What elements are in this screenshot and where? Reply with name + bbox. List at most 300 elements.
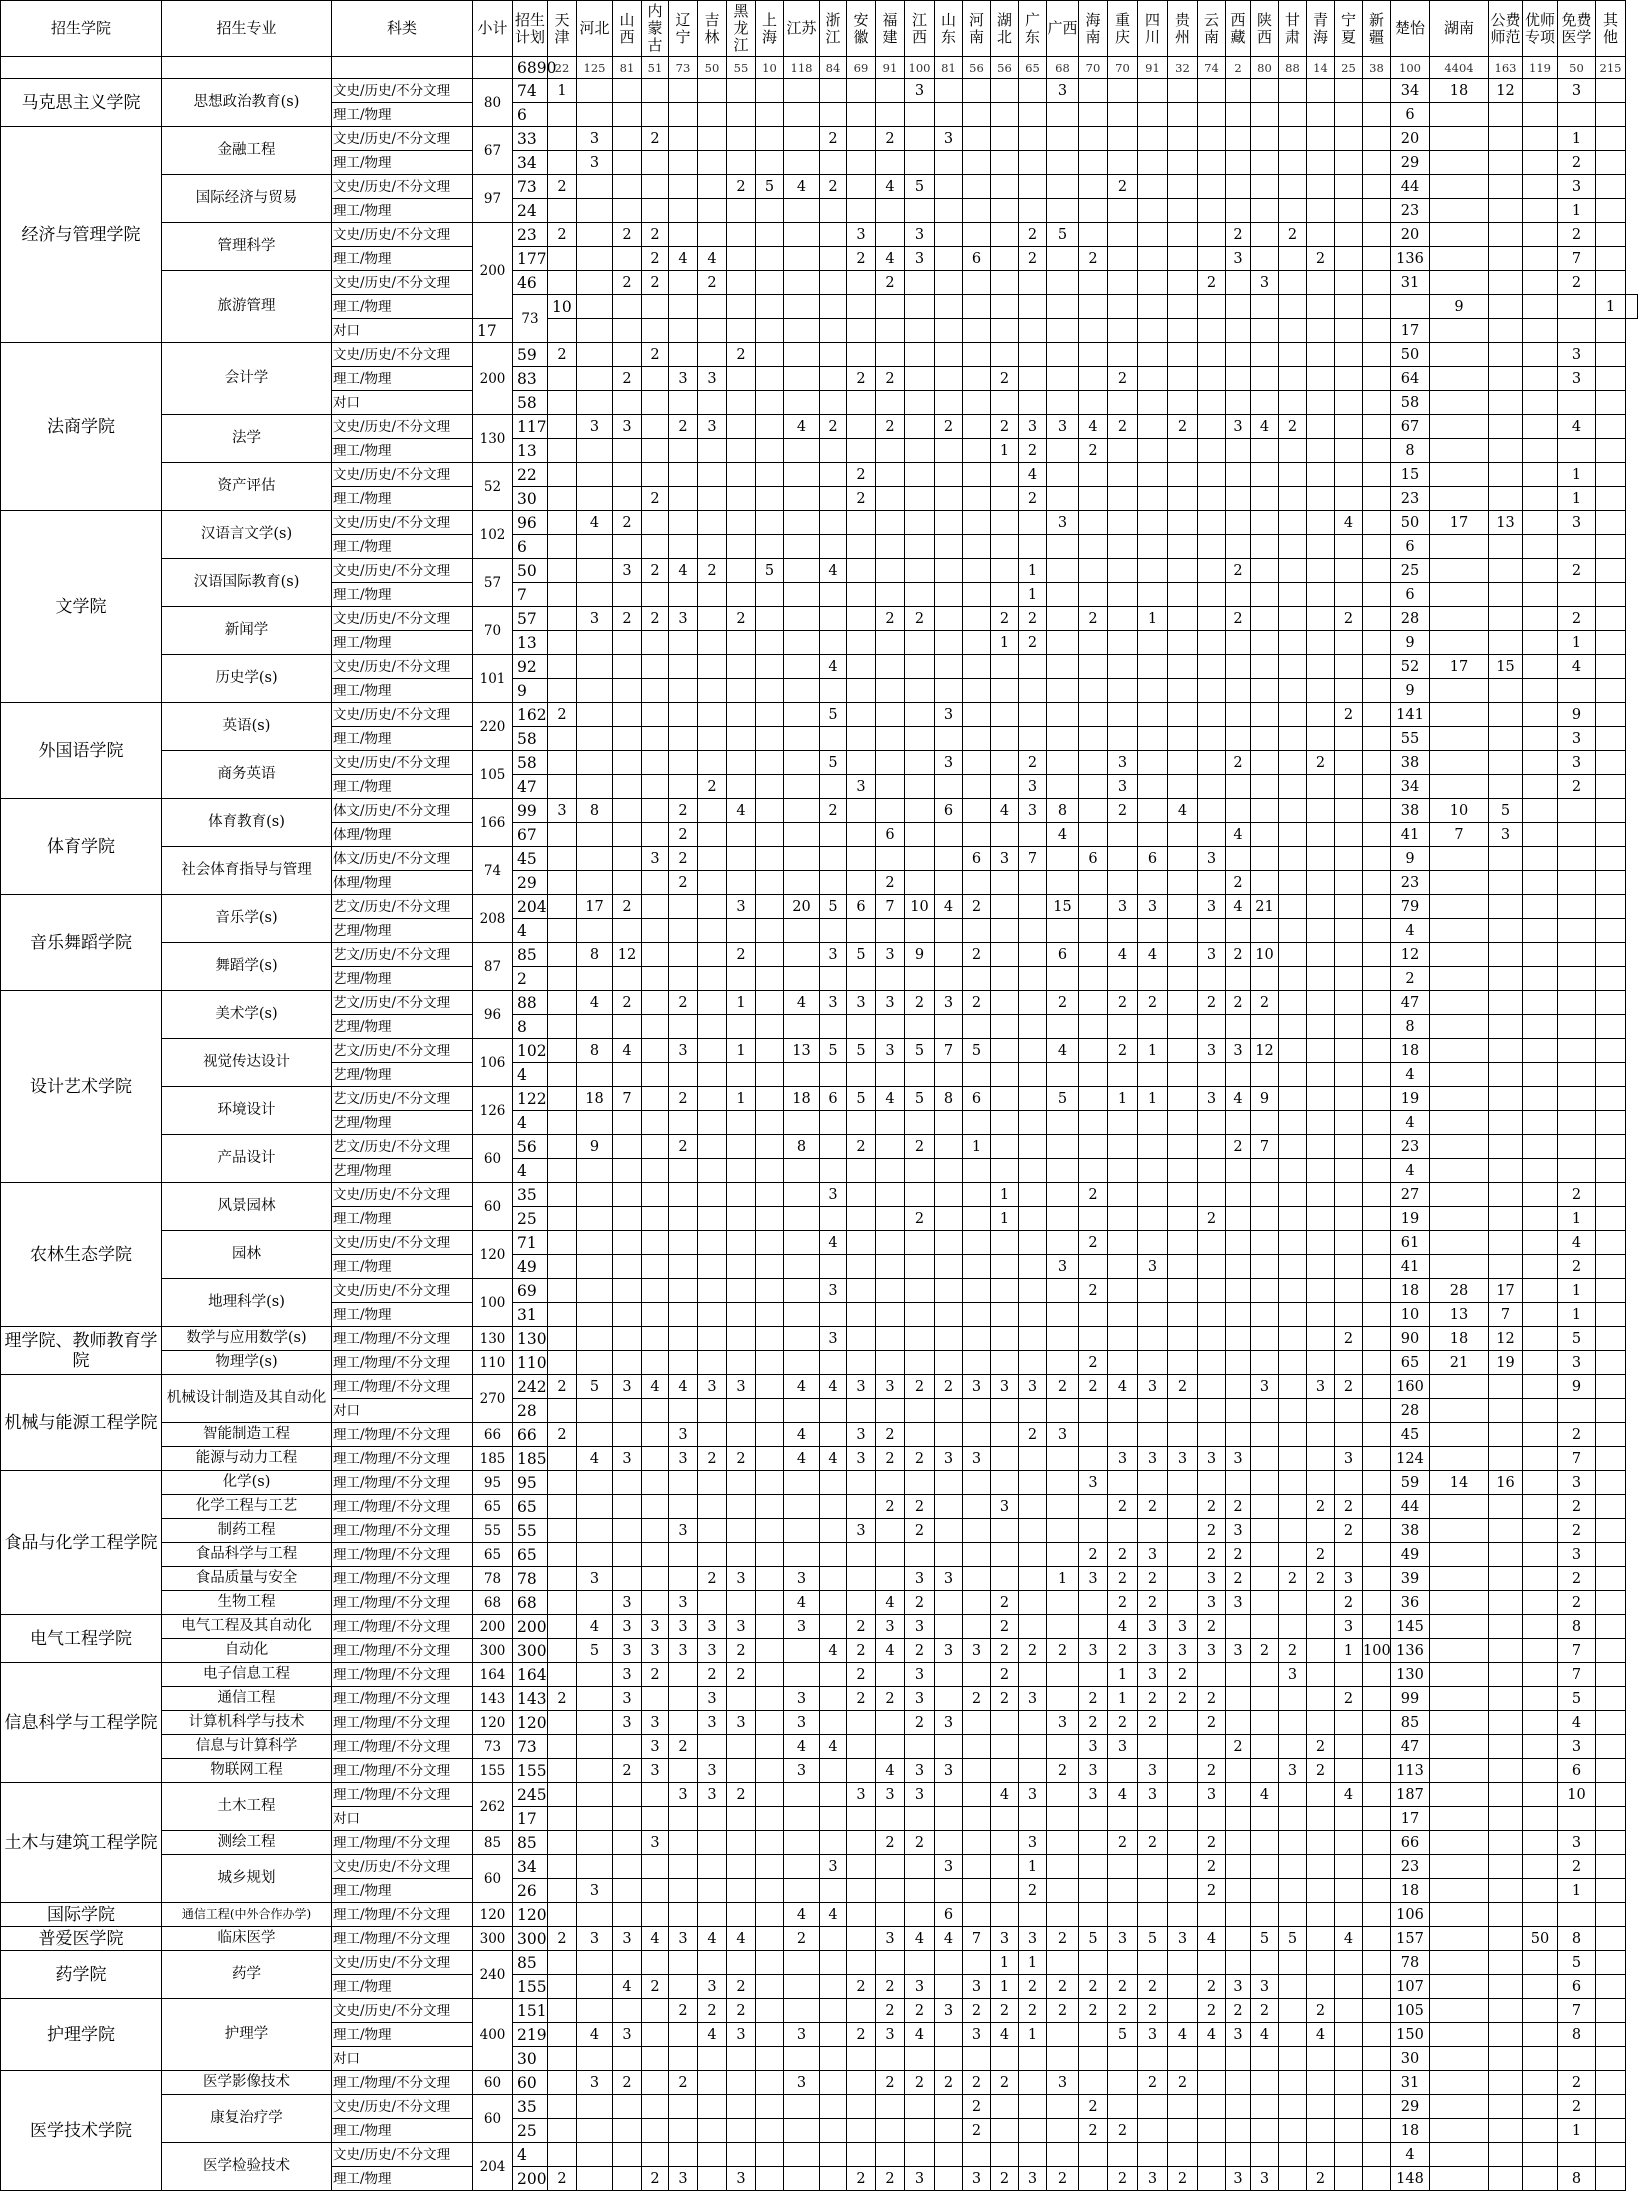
quota-cell: 2 xyxy=(1226,1495,1251,1519)
quota-cell: 148 xyxy=(1391,2167,1430,2191)
quota-cell-empty xyxy=(1198,319,1226,343)
quota-cell-empty xyxy=(669,919,698,943)
table-row xyxy=(1,1951,1638,1975)
quota-cell-empty xyxy=(1335,175,1363,199)
quota-cell-empty xyxy=(847,1927,876,1951)
quota-cell: 18 xyxy=(1391,1879,1430,1903)
quota-cell-empty xyxy=(1226,151,1251,175)
quota-cell-empty xyxy=(1047,679,1079,703)
quota-cell-empty xyxy=(1047,247,1079,271)
quota-cell-empty xyxy=(1430,1111,1489,1135)
quota-cell-empty xyxy=(1251,1159,1279,1183)
quota-cell-empty xyxy=(613,127,642,151)
subtotal-cell: 120 xyxy=(473,1903,513,1927)
quota-cell-empty xyxy=(1307,1855,1335,1879)
quota-cell: 1 xyxy=(1558,631,1596,655)
header-cell: 楚怡 xyxy=(1391,1,1430,57)
quota-cell-empty xyxy=(1489,1975,1523,1999)
quota-cell-empty xyxy=(756,247,784,271)
quota-cell-empty xyxy=(1596,967,1626,991)
quota-cell-empty xyxy=(642,871,669,895)
quota-cell-empty xyxy=(1596,607,1626,631)
quota-cell-empty xyxy=(1596,1207,1626,1231)
category-cell: 文史/历史/不分文理 xyxy=(332,751,473,775)
quota-cell-empty xyxy=(876,319,905,343)
quota-cell-empty xyxy=(669,679,698,703)
quota-cell-empty xyxy=(1523,367,1558,391)
quota-cell-empty xyxy=(1307,1975,1335,1999)
subtotal-cell: 65 xyxy=(473,1543,513,1567)
quota-cell: 3 xyxy=(669,1591,698,1615)
quota-cell: 3 xyxy=(1226,1447,1251,1471)
quota-cell-empty xyxy=(784,2119,820,2143)
quota-cell-empty xyxy=(669,1399,698,1423)
quota-cell-empty xyxy=(613,847,642,871)
quota-cell-empty xyxy=(698,319,727,343)
quota-cell-empty xyxy=(577,1663,613,1687)
quota-cell: 10 xyxy=(1558,1783,1596,1807)
quota-cell-empty xyxy=(1523,1903,1558,1927)
category-cell: 文史/历史/不分文理 xyxy=(332,1999,473,2023)
quota-cell: 34 xyxy=(1391,775,1430,799)
quota-cell-empty xyxy=(698,439,727,463)
quota-cell: 4 xyxy=(1251,2023,1279,2047)
quota-cell-empty xyxy=(642,2119,669,2143)
quota-cell-empty xyxy=(784,2047,820,2071)
quota-cell-empty xyxy=(577,1423,613,1447)
quota-cell-empty xyxy=(577,1279,613,1303)
subtotal-cell: 204 xyxy=(473,2143,513,2191)
quota-cell: 79 xyxy=(1391,895,1430,919)
quota-cell: 8 xyxy=(577,799,613,823)
quota-cell-empty xyxy=(1138,535,1168,559)
quota-cell-empty xyxy=(1108,247,1138,271)
quota-cell-empty xyxy=(905,631,935,655)
quota-cell-empty xyxy=(1251,343,1279,367)
quota-cell-empty xyxy=(1079,223,1108,247)
quota-cell-empty xyxy=(1108,1951,1138,1975)
quota-cell-empty xyxy=(1335,103,1363,127)
quota-cell-empty xyxy=(847,679,876,703)
quota-cell-empty xyxy=(1523,679,1558,703)
quota-cell-empty xyxy=(820,823,847,847)
quota-cell-empty xyxy=(548,319,577,343)
quota-cell-empty xyxy=(613,319,642,343)
quota-cell-empty xyxy=(847,295,876,319)
quota-cell-empty xyxy=(1198,79,1226,103)
quota-cell-empty xyxy=(1198,1903,1226,1927)
quota-cell-empty xyxy=(577,1687,613,1711)
quota-cell-empty xyxy=(1363,943,1391,967)
quota-cell-empty xyxy=(1596,1975,1626,1999)
quota-cell: 4 xyxy=(642,1375,669,1399)
total-cell: 56 xyxy=(963,57,991,79)
quota-cell: 2 xyxy=(1558,1591,1596,1615)
quota-cell-empty xyxy=(1047,727,1079,751)
quota-cell-empty xyxy=(1138,223,1168,247)
quota-cell: 1 xyxy=(991,1183,1019,1207)
quota-cell-empty xyxy=(963,1543,991,1567)
plan-cell: 200 xyxy=(513,1615,548,1639)
quota-cell-empty xyxy=(642,1327,669,1351)
quota-cell-empty xyxy=(698,223,727,247)
quota-cell-empty xyxy=(756,1831,784,1855)
quota-cell-empty xyxy=(1596,1567,1626,1591)
quota-cell-empty xyxy=(1523,823,1558,847)
quota-cell-empty xyxy=(548,271,577,295)
subtotal-cell: 65 xyxy=(473,1495,513,1519)
quota-cell-empty xyxy=(935,607,963,631)
subtotal-cell: 130 xyxy=(473,1327,513,1351)
major-cell: 自动化 xyxy=(162,1639,332,1663)
quota-cell-empty xyxy=(905,1855,935,1879)
quota-cell-empty xyxy=(991,247,1019,271)
quota-cell-empty xyxy=(1279,1831,1307,1855)
subtotal-cell: 97 xyxy=(473,175,513,223)
quota-cell-empty xyxy=(756,1519,784,1543)
quota-cell-empty xyxy=(1430,103,1489,127)
quota-cell-empty xyxy=(935,967,963,991)
quota-cell-empty xyxy=(1251,487,1279,511)
quota-cell-empty xyxy=(727,223,756,247)
major-cell: 信息与计算科学 xyxy=(162,1735,332,1759)
quota-cell-empty xyxy=(698,487,727,511)
table-row xyxy=(1,991,1638,1015)
quota-cell: 3 xyxy=(876,1375,905,1399)
quota-cell-empty xyxy=(1138,775,1168,799)
quota-cell-empty xyxy=(1335,1735,1363,1759)
plan-cell: 28 xyxy=(513,1399,548,1423)
quota-cell-empty xyxy=(963,1207,991,1231)
quota-cell-empty xyxy=(1307,679,1335,703)
quota-cell: 9 xyxy=(1251,1087,1279,1111)
quota-cell: 3 xyxy=(847,775,876,799)
quota-cell: 50 xyxy=(1391,343,1430,367)
quota-cell-empty xyxy=(698,727,727,751)
quota-cell-empty xyxy=(784,463,820,487)
quota-cell-empty xyxy=(876,919,905,943)
quota-cell-empty xyxy=(784,751,820,775)
quota-cell-empty xyxy=(577,1735,613,1759)
quota-cell-empty xyxy=(1168,655,1198,679)
quota-cell-empty xyxy=(963,1111,991,1135)
quota-cell-empty xyxy=(1226,679,1251,703)
total-cell: 70 xyxy=(1079,57,1108,79)
category-cell: 理工/物理 xyxy=(332,367,473,391)
quota-cell: 3 xyxy=(1019,1375,1047,1399)
quota-cell-empty xyxy=(613,1399,642,1423)
quota-cell: 3 xyxy=(669,1423,698,1447)
quota-cell: 2 xyxy=(905,1447,935,1471)
quota-cell-empty xyxy=(1108,1111,1138,1135)
quota-cell-empty xyxy=(1047,1471,1079,1495)
quota-cell-empty xyxy=(1523,223,1558,247)
quota-cell-empty xyxy=(577,1495,613,1519)
quota-cell-empty xyxy=(820,319,847,343)
quota-cell-empty xyxy=(1489,1231,1523,1255)
quota-cell-empty xyxy=(1307,583,1335,607)
quota-cell-empty xyxy=(1558,943,1596,967)
quota-cell: 2 xyxy=(1307,2167,1335,2191)
total-cell: 50 xyxy=(698,57,727,79)
quota-cell-empty xyxy=(548,1279,577,1303)
quota-cell-empty xyxy=(756,1063,784,1087)
quota-cell-empty xyxy=(548,943,577,967)
quota-cell-empty xyxy=(991,1159,1019,1183)
quota-cell-empty xyxy=(1198,343,1226,367)
quota-cell-empty xyxy=(727,127,756,151)
quota-cell-empty xyxy=(820,247,847,271)
quota-cell-empty xyxy=(991,535,1019,559)
quota-cell-empty xyxy=(727,919,756,943)
quota-cell-empty xyxy=(727,1759,756,1783)
quota-cell-empty xyxy=(577,559,613,583)
quota-cell: 4 xyxy=(991,1783,1019,1807)
subtotal-cell: 262 xyxy=(473,1783,513,1831)
category-cell: 理工/物理 xyxy=(332,1255,473,1279)
quota-cell: 2 xyxy=(820,799,847,823)
quota-cell-empty xyxy=(1138,1279,1168,1303)
quota-cell: 5 xyxy=(1138,1927,1168,1951)
quota-cell-empty xyxy=(1558,1039,1596,1063)
quota-cell-empty xyxy=(1226,1759,1251,1783)
major-cell: 数学与应用数学(s) xyxy=(162,1327,332,1351)
major-cell: 能源与动力工程 xyxy=(162,1447,332,1471)
quota-cell-empty xyxy=(1596,1039,1626,1063)
quota-cell-empty xyxy=(1047,871,1079,895)
quota-cell-empty xyxy=(1523,343,1558,367)
quota-cell-empty xyxy=(1596,1351,1626,1375)
quota-cell-empty xyxy=(1108,1855,1138,1879)
table-row xyxy=(1,175,1638,199)
quota-cell-empty xyxy=(669,751,698,775)
quota-cell-empty xyxy=(1335,1303,1363,1327)
major-cell: 智能制造工程 xyxy=(162,1423,332,1447)
quota-cell-empty xyxy=(1279,823,1307,847)
quota-cell: 2 xyxy=(1335,1591,1363,1615)
quota-cell-empty xyxy=(1079,1255,1108,1279)
quota-cell-empty xyxy=(1489,2047,1523,2071)
quota-cell-empty xyxy=(548,1207,577,1231)
quota-cell-empty xyxy=(784,127,820,151)
table-row xyxy=(1,1615,1638,1639)
quota-cell: 2 xyxy=(1391,967,1430,991)
quota-cell-empty xyxy=(613,487,642,511)
quota-cell-empty xyxy=(820,871,847,895)
quota-cell: 3 xyxy=(1558,1831,1596,1855)
quota-cell-empty xyxy=(1335,535,1363,559)
plan-cell: 24 xyxy=(513,199,548,223)
quota-cell-empty xyxy=(1019,871,1047,895)
table-row xyxy=(1,1567,1638,1591)
quota-cell-empty xyxy=(1047,2047,1079,2071)
quota-cell-empty xyxy=(642,1495,669,1519)
quota-cell: 1 xyxy=(1596,295,1626,319)
quota-cell-empty xyxy=(820,2167,847,2191)
quota-cell-empty xyxy=(1251,799,1279,823)
quota-cell: 5 xyxy=(1558,1327,1596,1351)
quota-cell: 2 xyxy=(642,559,669,583)
quota-cell: 2 xyxy=(669,799,698,823)
quota-cell-empty xyxy=(642,79,669,103)
quota-cell: 5 xyxy=(847,943,876,967)
quota-cell: 2 xyxy=(991,2071,1019,2095)
quota-cell-empty xyxy=(1363,1303,1391,1327)
quota-cell-empty xyxy=(613,2047,642,2071)
quota-cell-empty xyxy=(1279,1135,1307,1159)
quota-cell-empty xyxy=(1489,1111,1523,1135)
quota-cell: 2 xyxy=(963,2095,991,2119)
quota-cell-empty xyxy=(963,799,991,823)
quota-cell-empty xyxy=(1198,1255,1226,1279)
quota-cell-empty xyxy=(1138,343,1168,367)
quota-cell-empty xyxy=(698,1591,727,1615)
quota-cell-empty xyxy=(991,1087,1019,1111)
category-cell: 理工/物理 xyxy=(332,583,473,607)
table-row xyxy=(1,1639,1638,1663)
quota-cell-empty xyxy=(1596,1711,1626,1735)
plan-cell: 17 xyxy=(473,319,513,343)
quota-cell-empty xyxy=(1596,727,1626,751)
quota-cell-empty xyxy=(1047,1135,1079,1159)
quota-cell-empty xyxy=(1523,1495,1558,1519)
quota-cell: 3 xyxy=(1079,1735,1108,1759)
quota-cell-empty xyxy=(1596,1495,1626,1519)
quota-cell-empty xyxy=(1363,2143,1391,2167)
quota-cell-empty xyxy=(1363,1039,1391,1063)
quota-cell: 2 xyxy=(1226,1735,1251,1759)
category-cell: 理工/物理 xyxy=(332,535,473,559)
quota-cell: 1 xyxy=(991,439,1019,463)
quota-cell: 3 xyxy=(1251,1975,1279,1999)
quota-cell-empty xyxy=(784,655,820,679)
quota-cell: 2 xyxy=(1226,559,1251,583)
quota-cell-empty xyxy=(548,1855,577,1879)
quota-cell-empty xyxy=(698,871,727,895)
quota-cell-empty xyxy=(1047,535,1079,559)
quota-cell-empty xyxy=(1226,1015,1251,1039)
quota-cell-empty xyxy=(1198,103,1226,127)
quota-cell-empty xyxy=(1047,1615,1079,1639)
quota-cell-empty xyxy=(1019,79,1047,103)
quota-cell: 3 xyxy=(1251,2167,1279,2191)
quota-cell-empty xyxy=(1079,1591,1108,1615)
quota-cell-empty xyxy=(963,775,991,799)
quota-cell-empty xyxy=(1596,799,1626,823)
quota-cell-empty xyxy=(642,1063,669,1087)
quota-cell: 3 xyxy=(847,1375,876,1399)
quota-cell-empty xyxy=(1108,1807,1138,1831)
quota-cell-empty xyxy=(756,1303,784,1327)
quota-cell-empty xyxy=(876,1879,905,1903)
quota-cell-empty xyxy=(1523,271,1558,295)
quota-cell-empty xyxy=(784,391,820,415)
major-cell: 视觉传达设计 xyxy=(162,1039,332,1087)
quota-cell: 65 xyxy=(1391,1351,1430,1375)
quota-cell-empty xyxy=(905,1327,935,1351)
quota-cell: 1 xyxy=(1138,1039,1168,1063)
quota-cell-empty xyxy=(1108,103,1138,127)
quota-cell-empty xyxy=(876,1735,905,1759)
quota-cell: 2 xyxy=(1307,1735,1335,1759)
category-cell: 文史/历史/不分文理 xyxy=(332,607,473,631)
quota-cell-empty xyxy=(613,1879,642,1903)
plan-cell: 4 xyxy=(513,2143,548,2167)
quota-cell-empty xyxy=(577,1711,613,1735)
quota-cell: 4 xyxy=(1307,2023,1335,2047)
quota-cell-empty xyxy=(1198,1951,1226,1975)
plan-cell: 66 xyxy=(513,1423,548,1447)
quota-cell-empty xyxy=(1198,631,1226,655)
quota-cell: 4 xyxy=(1047,823,1079,847)
quota-cell-empty xyxy=(756,1279,784,1303)
major-cell: 食品质量与安全 xyxy=(162,1567,332,1591)
quota-cell: 6 xyxy=(935,1903,963,1927)
quota-cell-empty xyxy=(1198,871,1226,895)
plan-cell: 85 xyxy=(513,1951,548,1975)
quota-cell-empty xyxy=(1523,1015,1558,1039)
quota-cell-empty xyxy=(756,2071,784,2095)
quota-cell-empty xyxy=(935,1111,963,1135)
quota-cell-empty xyxy=(963,319,991,343)
quota-cell: 2 xyxy=(1019,751,1047,775)
quota-cell-empty xyxy=(905,1903,935,1927)
quota-cell-empty xyxy=(642,415,669,439)
quota-cell-empty xyxy=(1198,775,1226,799)
quota-cell-empty xyxy=(1226,655,1251,679)
quota-cell: 16 xyxy=(1489,1471,1523,1495)
plan-cell: 4 xyxy=(513,1159,548,1183)
quota-cell-empty xyxy=(1430,1543,1489,1567)
quota-cell-empty xyxy=(756,727,784,751)
quota-cell-empty xyxy=(613,1135,642,1159)
quota-cell-empty xyxy=(642,751,669,775)
quota-cell-empty xyxy=(1279,679,1307,703)
quota-cell-empty xyxy=(784,1111,820,1135)
quota-cell-empty xyxy=(991,727,1019,751)
quota-cell-empty xyxy=(613,1855,642,1879)
quota-cell-empty xyxy=(1019,271,1047,295)
quota-cell-empty xyxy=(1489,1735,1523,1759)
plan-cell: 9 xyxy=(513,679,548,703)
quota-cell-empty xyxy=(548,1759,577,1783)
quota-cell: 5 xyxy=(1558,1687,1596,1711)
category-cell: 艺理/物理 xyxy=(332,919,473,943)
quota-cell-empty xyxy=(935,223,963,247)
quota-cell: 3 xyxy=(876,2023,905,2047)
category-cell: 理工/物理 xyxy=(332,151,473,175)
category-cell: 艺文/历史/不分文理 xyxy=(332,1087,473,1111)
quota-cell-empty xyxy=(756,1543,784,1567)
quota-cell-empty xyxy=(784,79,820,103)
quota-cell-empty xyxy=(820,1591,847,1615)
quota-cell-empty xyxy=(577,367,613,391)
quota-cell: 6 xyxy=(820,1087,847,1111)
quota-cell: 3 xyxy=(905,1663,935,1687)
quota-cell-empty xyxy=(1198,1399,1226,1423)
quota-cell: 2 xyxy=(1079,439,1108,463)
quota-cell: 2 xyxy=(613,511,642,535)
major-cell: 计算机科学与技术 xyxy=(162,1711,332,1735)
quota-cell-empty xyxy=(1430,751,1489,775)
quota-cell: 4 xyxy=(784,175,820,199)
quota-cell-empty xyxy=(613,1783,642,1807)
quota-cell: 3 xyxy=(1108,775,1138,799)
quota-cell-empty xyxy=(1430,1735,1489,1759)
quota-cell: 2 xyxy=(727,1447,756,1471)
quota-cell-empty xyxy=(548,151,577,175)
quota-cell-empty xyxy=(1523,1759,1558,1783)
